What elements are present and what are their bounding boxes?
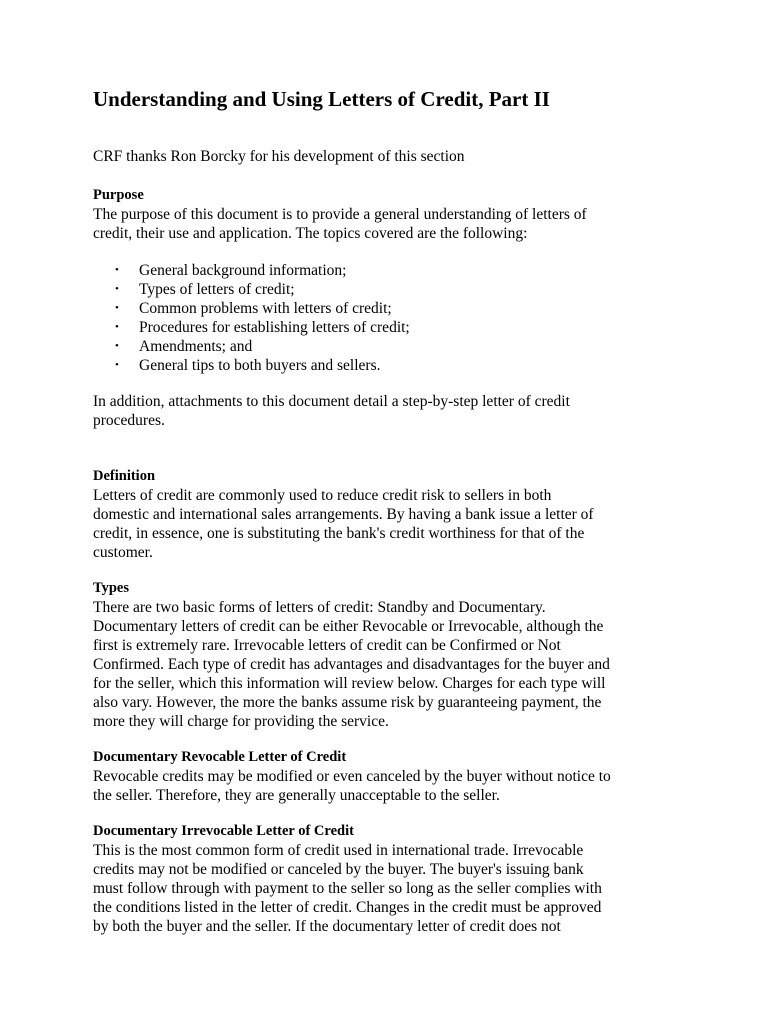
bullet-icon: •: [115, 302, 119, 314]
purpose-line: The purpose of this document is to provide a general understanding of letters of: [93, 206, 587, 223]
definition-line: Letters of credit are commonly used to reduce credit risk to sellers in both: [93, 487, 552, 504]
acknowledgement-text: CRF thanks Ron Borcky for his development of this section: [93, 148, 465, 165]
topic-text: General tips to both buyers and sellers.: [139, 357, 381, 374]
definition-section: [93, 467, 693, 562]
list-item: [93, 356, 693, 375]
types-line: There are two basic forms of letters of credit: Standby and Documentary.: [93, 599, 546, 616]
revocable-heading: Documentary Revocable Letter of Credit: [93, 749, 347, 765]
irrevocable-line: by both the buyer and the seller. If the documentary letter of credit does not: [93, 918, 561, 935]
list-item: [93, 337, 693, 356]
bullet-icon: •: [115, 359, 119, 371]
addition-paragraph: [93, 392, 693, 430]
addition-line: procedures.: [93, 412, 165, 429]
definition-line: credit, in essence, one is substituting the bank's credit worthiness for that of the: [93, 525, 585, 542]
types-line: Confirmed. Each type of credit has advantages and disadvantages for the buyer and: [93, 656, 610, 673]
irrevocable-heading: Documentary Irrevocable Letter of Credit: [93, 823, 354, 839]
purpose-heading: Purpose: [93, 187, 144, 203]
definition-heading: Definition: [93, 468, 156, 484]
topic-text: Amendments; and: [139, 338, 253, 355]
definition-line: domestic and international sales arrangements. By having a bank issue a letter of: [93, 506, 594, 523]
addition-line: In addition, attachments to this document detail a step-by-step letter of credit: [93, 393, 570, 410]
types-line: first is extremely rare. Irrevocable letters of credit can be Confirmed or Not: [93, 637, 561, 654]
document-title: Understanding and Using Letters of Credit, Part II: [93, 87, 550, 111]
bullet-icon: •: [115, 321, 119, 333]
revocable-section: [93, 748, 693, 805]
bullet-icon: •: [115, 283, 119, 295]
bullet-icon: •: [115, 340, 119, 352]
irrevocable-line: the conditions listed in the letter of credit. Changes in the credit must be approved: [93, 899, 602, 916]
irrevocable-line: This is the most common form of credit used in international trade. Irrevocable: [93, 842, 584, 859]
purpose-line: credit, their use and application. The topics covered are the following:: [93, 225, 528, 242]
bullet-icon: •: [115, 264, 119, 276]
types-section: [93, 579, 693, 731]
types-line: more they will charge for providing the service.: [93, 713, 389, 730]
document-body: [93, 84, 693, 936]
purpose-section: [93, 186, 693, 430]
list-item: [93, 280, 693, 299]
irrevocable-section: [93, 822, 693, 936]
irrevocable-line: must follow through with payment to the seller so long as the seller complies with: [93, 880, 602, 897]
types-line: also vary. However, the more the banks assume risk by guaranteeing payment, the: [93, 694, 602, 711]
types-heading: Types: [93, 580, 129, 596]
revocable-line: Revocable credits may be modified or even canceled by the buyer without notice to: [93, 768, 611, 785]
list-item: [93, 318, 693, 337]
list-item: [93, 261, 693, 280]
topic-text: General background information;: [139, 262, 347, 279]
topic-text: Common problems with letters of credit;: [139, 300, 392, 317]
types-line: Documentary letters of credit can be either Revocable or Irrevocable, although the: [93, 618, 604, 635]
topic-text: Procedures for establishing letters of credit;: [139, 319, 410, 336]
topic-text: Types of letters of credit;: [139, 281, 295, 298]
revocable-line: the seller. Therefore, they are generally unacceptable to the seller.: [93, 787, 500, 804]
irrevocable-line: credits may not be modified or canceled by the buyer. The buyer's issuing bank: [93, 861, 584, 878]
topics-list: [93, 261, 693, 375]
definition-line: customer.: [93, 544, 153, 561]
list-item: [93, 299, 693, 318]
types-line: for the seller, which this information will review below. Charges for each type will: [93, 675, 606, 692]
